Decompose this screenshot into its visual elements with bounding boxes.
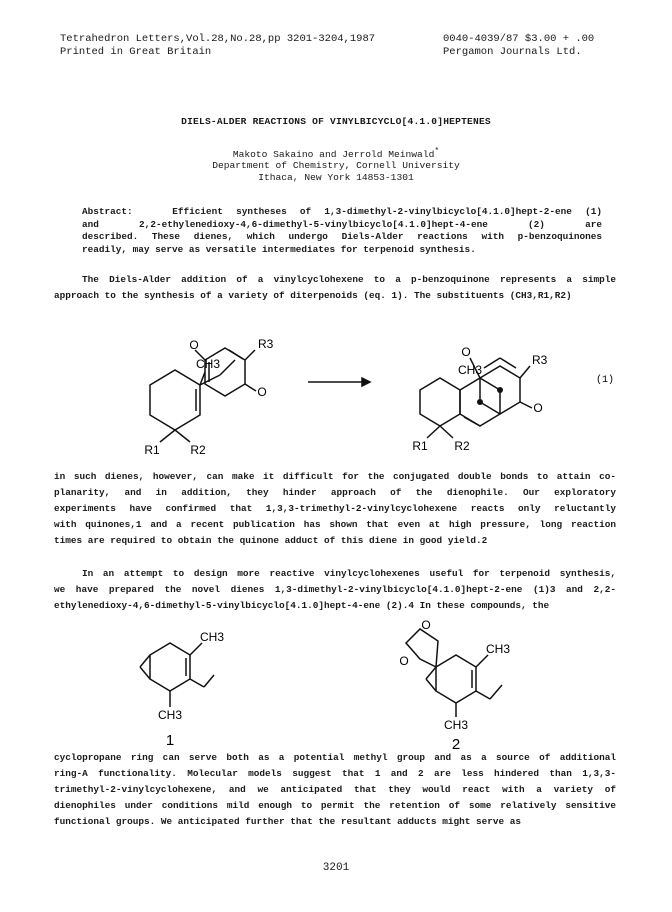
dioxolane-o-top: O bbox=[421, 618, 431, 632]
compound-2-ch3-bottom: CH3 bbox=[444, 718, 469, 732]
product-o-top: O bbox=[461, 345, 471, 359]
r2-label: R2 bbox=[190, 443, 206, 457]
equation-1-scheme bbox=[0, 320, 672, 470]
affiliation-department: Department of Chemistry, Cornell University bbox=[212, 160, 460, 171]
quinone-ring bbox=[205, 348, 245, 396]
paragraph-hindrance bbox=[54, 469, 616, 549]
article-title: DIELS-ALDER REACTIONS OF VINYLBICYCLO[4.1.0]HEPTENES bbox=[181, 116, 491, 127]
r1-label: R1 bbox=[144, 443, 160, 457]
abstract-line: readily, may serve as versatile intermediates for terpenoid synthesis. bbox=[82, 243, 476, 255]
text-line: The Diels-Alder addition of a vinylcyclohexene to a p-benzoquinone represents a simple bbox=[82, 274, 616, 285]
abstract-line: Abstract: Efficient syntheses of 1,3-dimethyl-2-vinylbicyclo[4.1.0]hept-2-ene (1) bbox=[82, 206, 602, 217]
text-line: planarity, and in addition, they hinder approach of the dienophile. Our exploratory bbox=[54, 487, 616, 498]
compound-2-ring bbox=[436, 655, 476, 703]
publisher: Pergamon Journals Ltd. bbox=[443, 46, 582, 58]
text-line: trimethyl-2-vinylcyclohexene, and we anticipated that they would react with a variety of bbox=[54, 784, 616, 795]
product-r2-label: R2 bbox=[454, 439, 470, 453]
text-line: approach to the synthesis of a variety of diterpenoids (eq. 1). The substituents (CH3,R1,R2) bbox=[54, 290, 572, 301]
compounds-1-2-structures bbox=[0, 615, 672, 755]
text-line: experiments have confirmed that 1,3,3-trimethyl-2-vinylcyclohexene reacts only reluctantly bbox=[54, 503, 616, 514]
text-line: ring-A functionality. Molecular models suggest that 1 and 2 are less hindered than 1,3,3- bbox=[54, 768, 616, 779]
text-line: we have prepared the novel dienes 1,3-dimethyl-2-vinylbicyclo[4.1.0]hept-2-ene (1)3 and 2,2- bbox=[54, 584, 616, 595]
abstract-label: Abstract: bbox=[82, 206, 133, 217]
journal-citation: Tetrahedron Letters,Vol.28,No.28,pp 3201-3204,1987 bbox=[60, 33, 376, 45]
text-line: cyclopropane ring can serve both as a potential methyl group and as a source of additional bbox=[54, 752, 616, 763]
compound-2-label: 2 bbox=[451, 736, 461, 753]
quinone-o-bottom: O bbox=[257, 385, 267, 399]
paragraph-intro bbox=[54, 272, 616, 304]
text-line: In an attempt to design more reactive vinylcyclohexenes useful for terpenoid synthesis, bbox=[82, 568, 616, 579]
text-line: times are required to obtain the quinone adduct of this diene in good yield.2 bbox=[54, 535, 488, 546]
product-o-bottom: O bbox=[533, 401, 543, 415]
corresponding-author-mark: * bbox=[434, 147, 440, 156]
text-line: with quinones,1 and a recent publication has shown that even at high pressure, long reaction bbox=[54, 519, 616, 530]
paragraph-cyclopropane bbox=[54, 750, 616, 830]
text-line: in such dienes, however, can make it difficult for the conjugated double bonds to attain co- bbox=[54, 471, 616, 482]
dioxolane-o-left: O bbox=[399, 654, 409, 668]
product-ch3-label: CH3 bbox=[458, 363, 483, 377]
text-line: functional groups. We anticipated further that the resultant adducts might serve as bbox=[54, 816, 521, 827]
compound-1-ch3-bottom: CH3 bbox=[158, 708, 183, 722]
product-r1-label: R1 bbox=[412, 439, 428, 453]
paragraph-design bbox=[54, 566, 616, 614]
affiliation-address: Ithaca, New York 14853-1301 bbox=[258, 172, 414, 183]
stereo-h-dot bbox=[477, 399, 483, 405]
reaction-arrow-head bbox=[362, 378, 370, 386]
issn-price: 0040-4039/87 $3.00 + .00 bbox=[443, 33, 595, 45]
abstract-line: described. These dienes, which undergo Diels-Alder reactions with p-benzoquinones bbox=[82, 231, 602, 242]
authors: Makoto Sakaino and Jerrold Meinwald bbox=[232, 149, 435, 161]
diene-ring bbox=[150, 370, 200, 430]
ch3-label: CH3 bbox=[196, 357, 221, 371]
compound-1-label: 1 bbox=[165, 732, 175, 749]
product-r3-label: R3 bbox=[532, 353, 548, 367]
text-line: dienophiles under conditions mild enough to permit the retention of some relatively sensitive bbox=[54, 800, 616, 811]
printed-location: Printed in Great Britain bbox=[60, 46, 212, 58]
product-ring-a bbox=[420, 378, 460, 426]
abstract bbox=[82, 206, 602, 256]
text-line: ethylenedioxy-4,6-dimethyl-5-vinylbicyclo[4.1.0]hept-4-ene (2).4 In these compounds, the bbox=[54, 600, 550, 611]
abstract-line: and 2,2-ethylenedioxy-4,6-dimethyl-5-vinylbicyclo[4.1.0]hept-4-ene (2) are bbox=[82, 218, 602, 230]
compound-1-ch3-top: CH3 bbox=[200, 630, 225, 644]
author-line bbox=[0, 146, 672, 161]
r3-label: R3 bbox=[258, 337, 274, 351]
stereo-h-dot bbox=[497, 387, 503, 393]
quinone-o-top: O bbox=[189, 338, 199, 352]
compound-2-ch3-top: CH3 bbox=[486, 642, 511, 656]
page-number: 3201 bbox=[322, 862, 350, 874]
equation-number: (1) bbox=[596, 375, 615, 386]
dioxolane-ring bbox=[406, 629, 438, 667]
compound-1-ring bbox=[150, 643, 190, 691]
